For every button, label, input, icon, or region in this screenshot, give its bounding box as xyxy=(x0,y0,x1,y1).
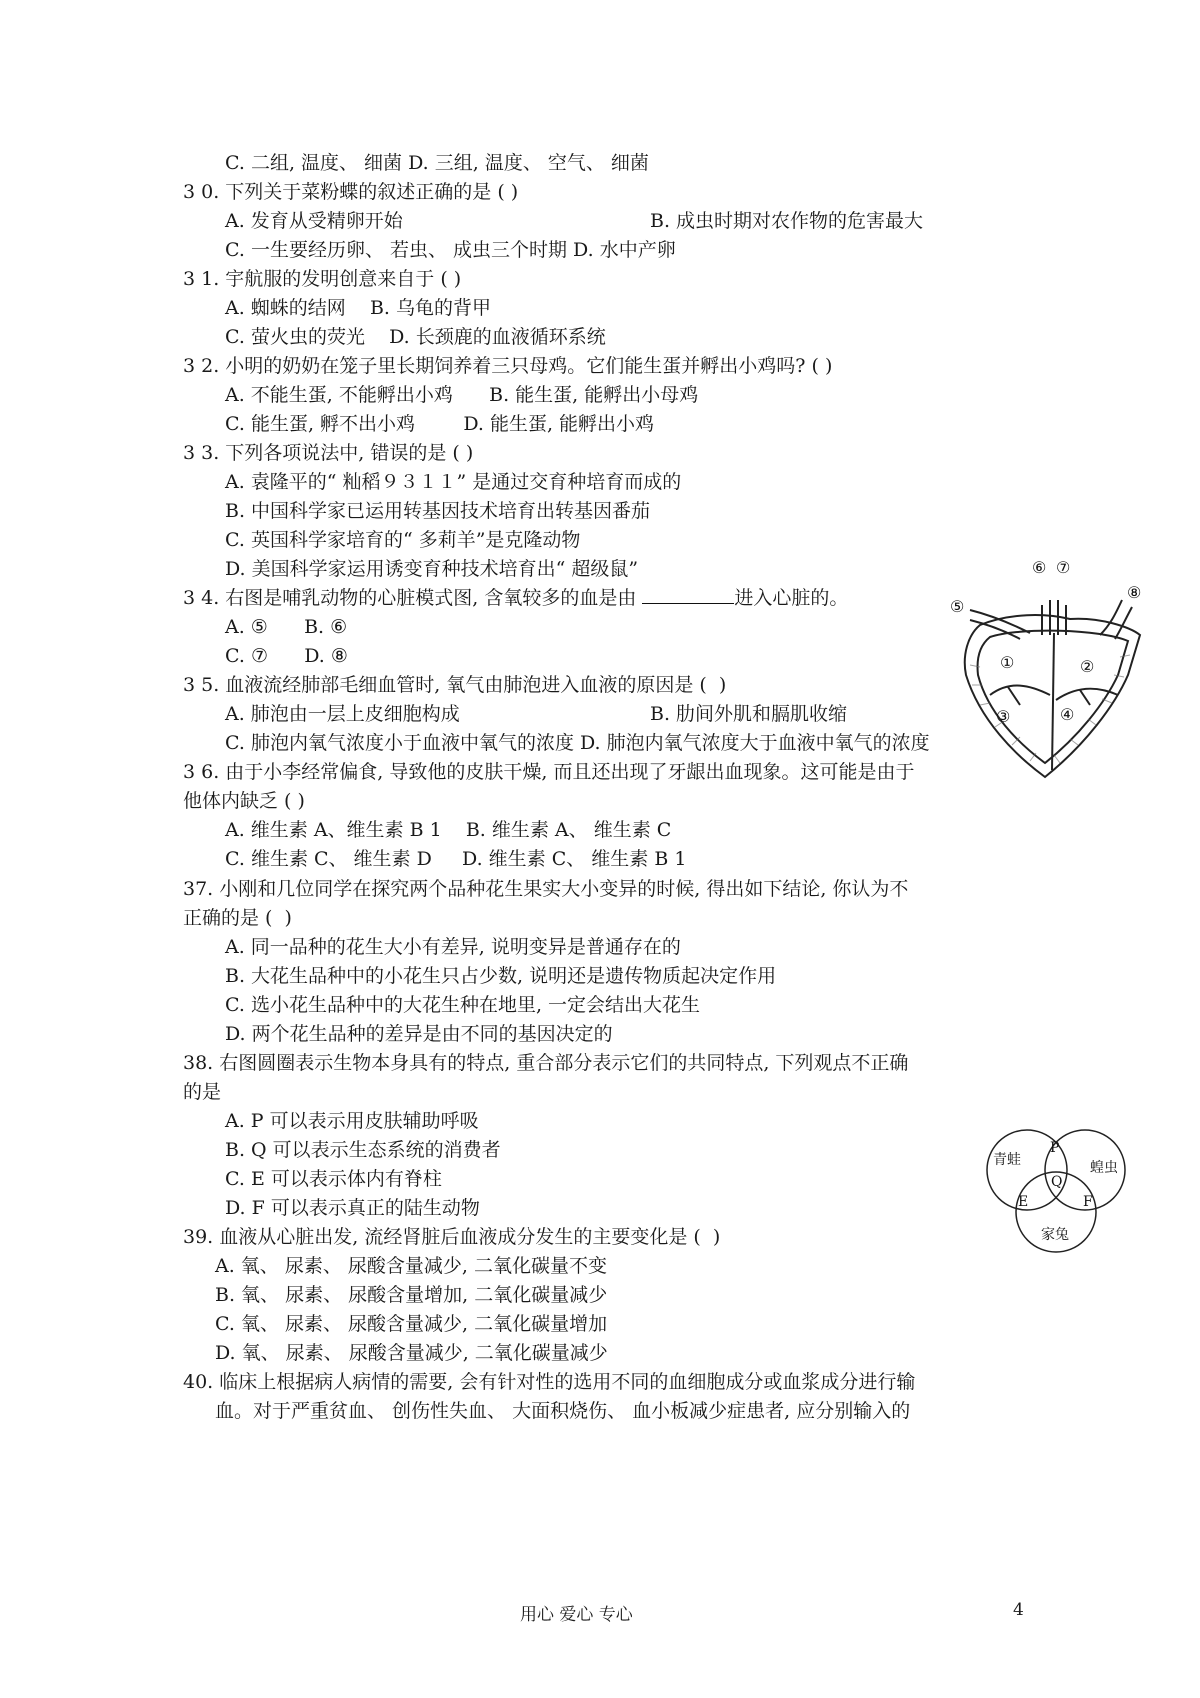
q37-stem-line1: 37. 小刚和几位同学在探究两个品种花生果实大小变异的时候, 得出如下结论, 你认为不 xyxy=(183,878,909,900)
heart-label-5: ⑤ xyxy=(950,597,965,616)
q33-option-a: A. 袁隆平的“ 籼稻９３１１” 是通过交育种培育而成的 xyxy=(225,471,682,493)
q35-option-b: B. 肋间外肌和膈肌收缩 xyxy=(650,703,848,725)
q32-stem: 3 2. 小明的奶奶在笼子里长期饲养着三只母鸡。它们能生蛋并孵出小鸡吗? ( ) xyxy=(183,355,833,377)
q35-option-cd: C. 肺泡内氧气浓度小于血液中氧气的浓度 D. 肺泡内氧气浓度大于血液中氧气的浓度 xyxy=(225,732,930,754)
q39-option-d: D. 氧、 尿素、 尿酸含量减少, 二氧化碳量减少 xyxy=(215,1342,608,1364)
q34-stem xyxy=(183,585,848,611)
heart-label-4: ④ xyxy=(1060,705,1075,724)
q36-option-ab: A. 维生素 A、维生素 B 1 B. 维生素 A、 维生素 C xyxy=(225,819,672,841)
q36-stem-line1: 3 6. 由于小李经常偏食, 导致他的皮肤干燥, 而且还出现了牙龈出血现象。这可能是由于 xyxy=(183,761,915,783)
q36-stem-line2: 他体内缺乏 ( ) xyxy=(183,790,305,812)
q31-stem: 3 1. 宇航服的发明创意来自于 ( ) xyxy=(183,268,462,290)
venn-label-locust: 蝗虫 xyxy=(1090,1160,1118,1176)
heart-label-3: ③ xyxy=(996,707,1011,726)
venn-label-p: P xyxy=(1050,1140,1060,1156)
q30-stem: 3 0. 下列关于菜粉蝶的叙述正确的是 ( ) xyxy=(183,181,519,203)
q31-option-ab: A. 蜘蛛的结网 B. 乌龟的背甲 xyxy=(225,297,492,319)
q38-option-c: C. E 可以表示体内有脊柱 xyxy=(225,1168,442,1190)
q37-option-d: D. 两个花生品种的差异是由不同的基因决定的 xyxy=(225,1023,613,1045)
q38-option-d: D. F 可以表示真正的陆生动物 xyxy=(225,1197,480,1219)
venn-label-q: Q xyxy=(1051,1174,1063,1190)
venn-label-frog: 青蛙 xyxy=(993,1152,1021,1168)
q39-option-a: A. 氧、 尿素、 尿酸含量减少, 二氧化碳量不变 xyxy=(215,1255,607,1277)
q39-stem: 39. 血液从心脏出发, 流经肾脏后血液成分发生的主要变化是 ( ) xyxy=(183,1226,721,1248)
q33-option-c: C. 英国科学家培育的“ 多莉羊”是克隆动物 xyxy=(225,529,581,551)
q34-option-ab: A. ⑤ B. ⑥ xyxy=(225,616,348,638)
heart-label-6: ⑥ xyxy=(1032,558,1047,577)
heart-diagram xyxy=(950,555,1155,785)
heart-label-2: ② xyxy=(1080,657,1095,676)
q40-stem-line1: 40. 临床上根据病人病情的需要, 会有针对性的选用不同的血细胞成分或血浆成分进行输 xyxy=(183,1371,916,1393)
q35-option-a: A. 肺泡由一层上皮细胞构成 xyxy=(225,703,460,725)
q39-option-c: C. 氧、 尿素、 尿酸含量减少, 二氧化碳量增加 xyxy=(215,1313,608,1335)
venn-label-f: F xyxy=(1083,1194,1093,1210)
venn-label-rabbit: 家兔 xyxy=(1041,1227,1069,1243)
q34-stem-before: 3 4. 右图是哺乳动物的心脏模式图, 含氧较多的血是由 xyxy=(183,587,643,609)
q38-option-a: A. P 可以表示用皮肤辅助呼吸 xyxy=(225,1110,479,1132)
q37-option-c: C. 选小花生品种中的大花生种在地里, 一定会结出大花生 xyxy=(225,994,701,1016)
venn-diagram xyxy=(975,1122,1145,1262)
q38-stem-line1: 38. 右图圆圈表示生物本身具有的特点, 重合部分表示它们的共同特点, 下列观点不正确 xyxy=(183,1052,909,1074)
q33-option-b: B. 中国科学家已运用转基因技术培育出转基因番茄 xyxy=(225,500,651,522)
q32-option-ab: A. 不能生蛋, 不能孵出小鸡 B. 能生蛋, 能孵出小母鸡 xyxy=(225,384,699,406)
q33-stem: 3 3. 下列各项说法中, 错误的是 ( ) xyxy=(183,442,474,464)
q36-option-cd: C. 维生素 C、 维生素 D D. 维生素 C、 维生素 B 1 xyxy=(225,848,687,870)
heart-label-8: ⑧ xyxy=(1127,583,1142,602)
q33-option-d: D. 美国科学家运用诱变育种技术培育出“ 超级鼠” xyxy=(225,558,639,580)
q30-option-b: B. 成虫时期对农作物的危害最大 xyxy=(650,210,924,232)
q34-option-cd: C. ⑦ D. ⑧ xyxy=(225,645,348,667)
page-number: 4 xyxy=(1013,1600,1024,1620)
q37-stem-line2: 正确的是 ( ) xyxy=(183,907,292,929)
footer-motto: 用心 爱心 专心 xyxy=(520,1605,633,1625)
q35-stem: 3 5. 血液流经肺部毛细血管时, 氧气由肺泡进入血液的原因是 ( ) xyxy=(183,674,727,696)
q40-stem-line2: 血。对于严重贫血、 创伤性失血、 大面积烧伤、 血小板减少症患者, 应分别输入的 xyxy=(215,1400,911,1422)
q29-option-cd: C. 二组, 温度、 细菌 D. 三组, 温度、 空气、 细菌 xyxy=(225,152,649,174)
q38-stem-line2: 的是 xyxy=(183,1081,222,1103)
q37-option-a: A. 同一品种的花生大小有差异, 说明变异是普通存在的 xyxy=(225,936,681,958)
q34-stem-after: 进入心脏的。 xyxy=(734,587,849,609)
q39-option-b: B. 氧、 尿素、 尿酸含量增加, 二氧化碳量减少 xyxy=(215,1284,608,1306)
heart-label-1: ① xyxy=(1000,653,1015,672)
q37-option-b: B. 大花生品种中的小花生只占少数, 说明还是遗传物质起决定作用 xyxy=(225,965,777,987)
q30-option-cd: C. 一生要经历卵、 若虫、 成虫三个时期 D. 水中产卵 xyxy=(225,239,676,261)
heart-label-7: ⑦ xyxy=(1056,558,1071,577)
q30-option-a: A. 发育从受精卵开始 xyxy=(225,210,403,232)
q32-option-cd: C. 能生蛋, 孵不出小鸡 D. 能生蛋, 能孵出小鸡 xyxy=(225,413,655,435)
q31-option-cd: C. 萤火虫的荧光 D. 长颈鹿的血液循环系统 xyxy=(225,326,606,348)
venn-label-e: E xyxy=(1018,1194,1029,1210)
q38-option-b: B. Q 可以表示生态系统的消费者 xyxy=(225,1139,501,1161)
q34-blank xyxy=(642,585,734,604)
